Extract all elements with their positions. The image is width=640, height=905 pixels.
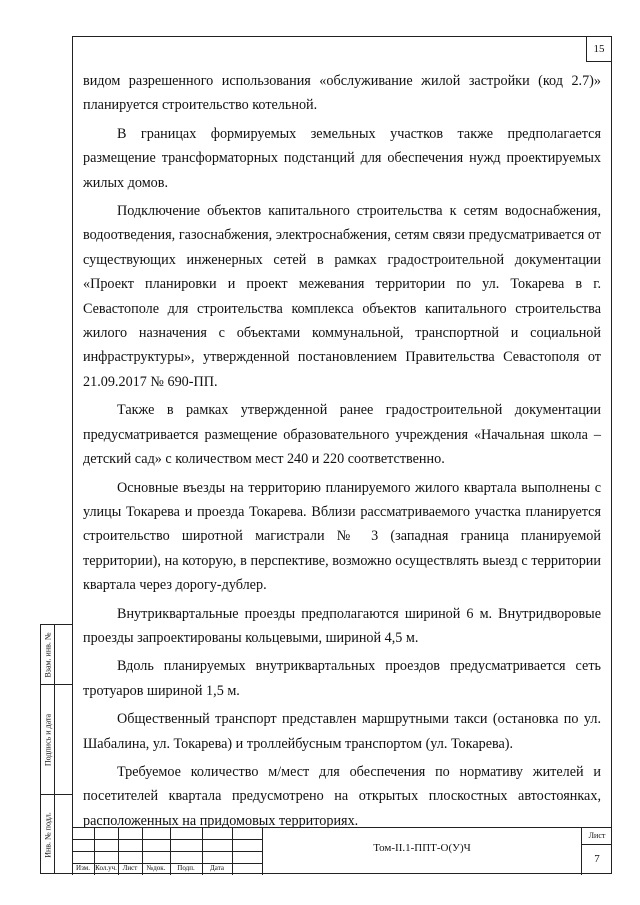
document-body — [83, 69, 601, 837]
page-frame — [72, 36, 612, 874]
paragraph: Общественный транспорт представлен маршрутными такси (остановка по ул. Шабалина, ул. Токарева) и троллейбусным транспортом (ул. Токарева). — [83, 711, 601, 752]
paragraph: Также в рамках утвержденной ранее градостроительной документации предусматривается размещение образовательного учреждения «Начальная школа – детский сад» с количеством мест 240 и 220 соответственно. — [83, 402, 601, 468]
title-block — [72, 827, 612, 874]
sheet-label: Лист — [582, 828, 612, 845]
paragraph: Основные въезды на территорию планируемого жилого квартала выполнены с улицы Токарева и проезда Токарева. Вблизи рассматриваемого участка планируется строительство широтной магистрали № 3 (западная граница планируемой территории), на которую, в перспективе, возможно осуществлять выезд с территории квартала через дорогу-дублер. — [83, 479, 601, 594]
side-stamp — [40, 624, 72, 874]
label-list: Лист — [122, 864, 138, 872]
document-code: Том-II.1-ППТ-О(У)Ч — [373, 842, 471, 854]
sheet-number: 7 — [594, 853, 600, 865]
paragraph: видом разрешенного использования «обслуживание жилой застройки (код 2.7)» планируется строительство котельной. — [83, 73, 601, 114]
paragraph: Требуемое количество м/мест для обеспечения по нормативу жителей и посетителей квартала предусмотрено на открытых плоскостных автостоянках, расположенных на придомовых территориях. — [83, 763, 601, 829]
page-number-box: 15 — [586, 37, 611, 62]
label-ndok: №док. — [146, 864, 166, 872]
label-data: Дата — [210, 864, 224, 872]
podpis-data-label: Подпись и дата — [43, 713, 52, 766]
paragraph: В границах формируемых земельных участков также предполагается размещение трансформаторных подстанций для обеспечения нужд проектируемых жилых домов. — [83, 125, 601, 191]
paragraph: Вдоль планируемых внутриквартальных проездов предусматривается сеть тротуаров шириной 1,5 м. — [83, 658, 601, 699]
revision-grid — [72, 828, 262, 875]
paragraph: Подключение объектов капитального строительства к сетям водоснабжения, водоотведения, газоснабжения, электроснабжения, сетям связи предусматривается от существующих инженерных сетей в рамках градостроительной документации «Проект планировки и проект межевания территории по ул. Токарева в г. Севастополе для строительства комплекса объектов капитального строительства жилого назначения с объектами коммунальной, транспортной и социальной инфраструктуры», утвержденной постановлением Правительства Севастополя от 21.09.2017 № 690-ПП. — [83, 203, 601, 390]
label-kol-uch: Кол.уч. — [95, 864, 117, 872]
paragraph: Внутриквартальные проезды предполагаются шириной 6 м. Внутридворовые проезды запроектированы кольцевыми, шириной 4,5 м. — [83, 605, 601, 646]
label-izm: Изм. — [76, 864, 90, 872]
inv-podl-label: Инв. № подл. — [43, 812, 52, 858]
vzam-inv-label: Взам. инв. № — [43, 631, 52, 678]
label-podp: Подп. — [177, 864, 195, 872]
